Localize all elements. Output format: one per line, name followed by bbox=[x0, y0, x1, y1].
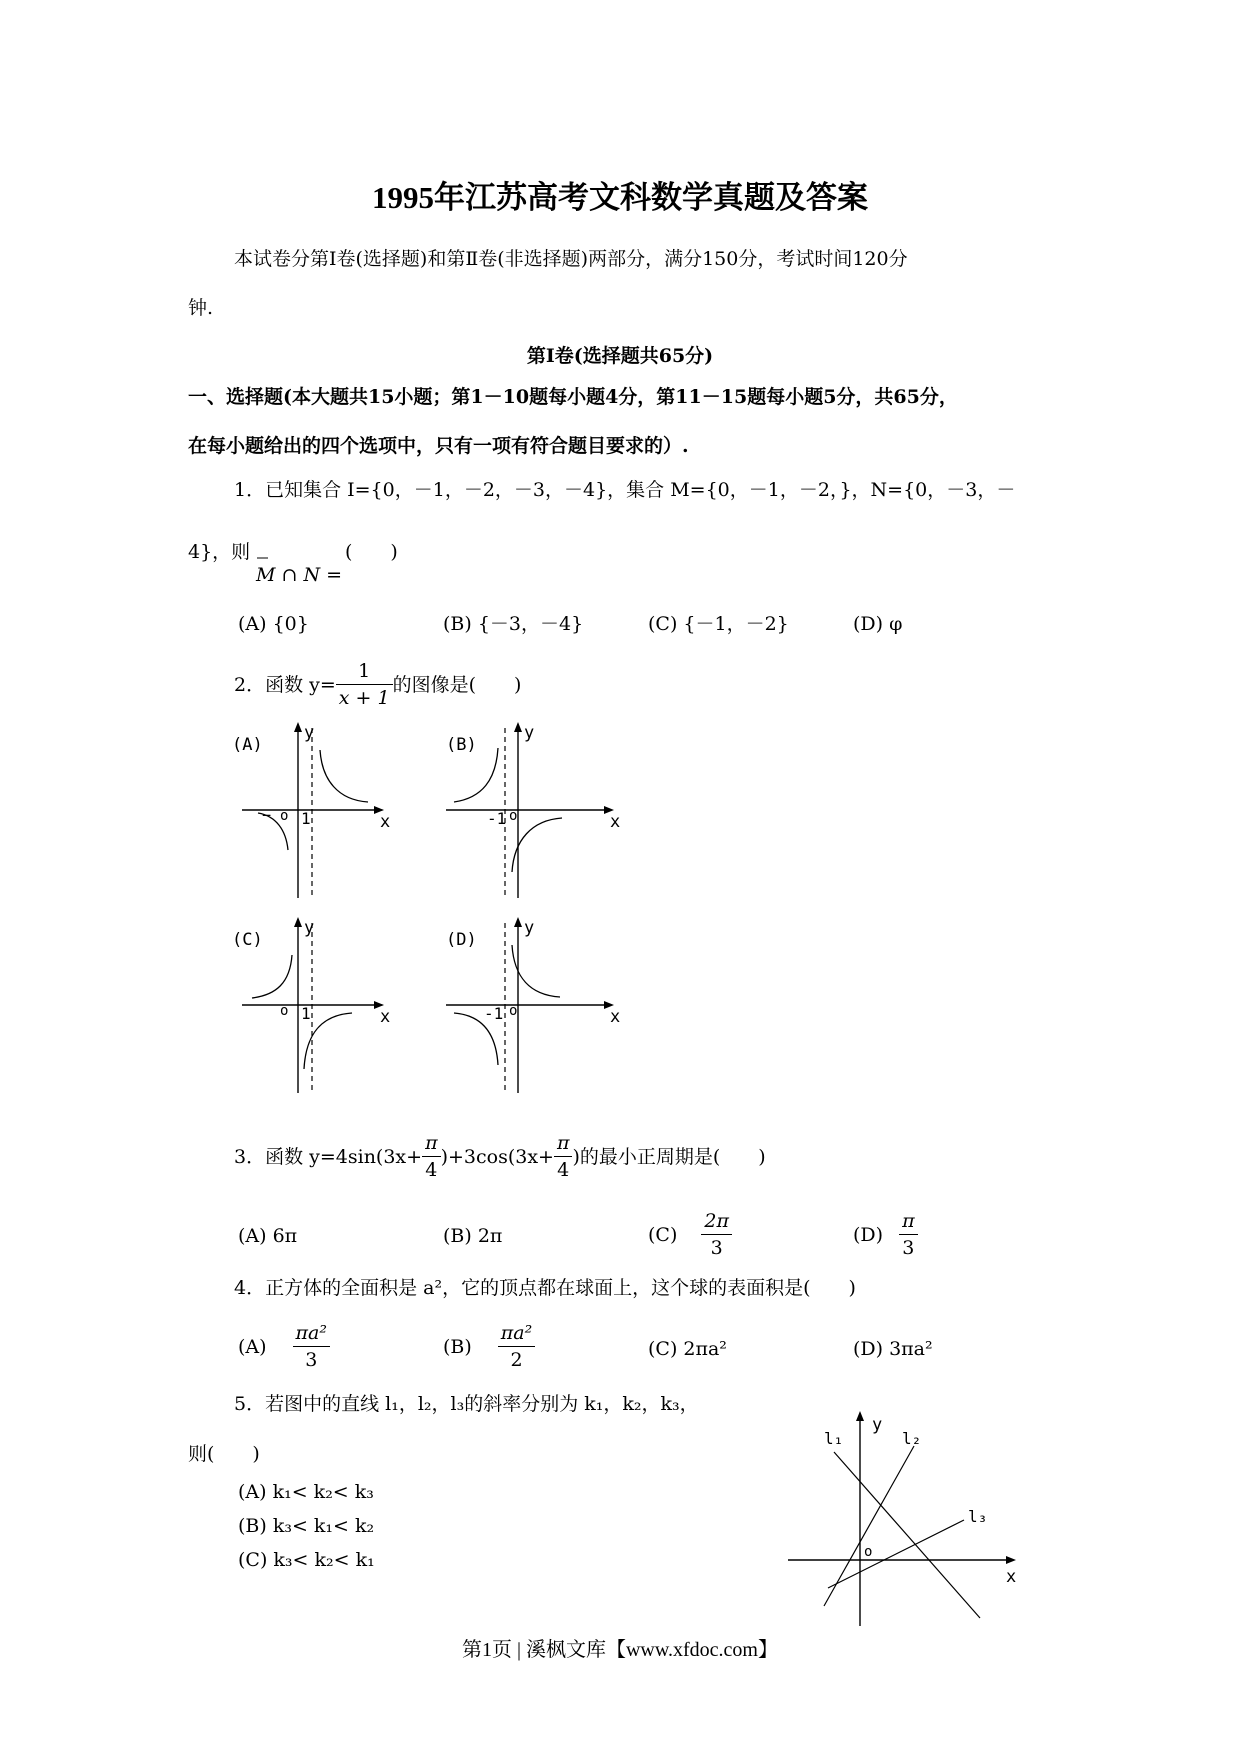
q1-option-c: (C) {－1，－2} bbox=[648, 613, 789, 635]
q2-graph-a-y-label: y bbox=[304, 723, 315, 743]
q5-graph-line-l3 bbox=[828, 1520, 964, 1588]
q4-option-b bbox=[443, 1320, 535, 1373]
q2-stem bbox=[234, 658, 521, 711]
q2-graph-d-origin: o bbox=[509, 1003, 518, 1019]
q2-graph-c bbox=[228, 915, 408, 1095]
q4-option-b-label: (B) bbox=[443, 1335, 472, 1358]
q3-fraction-1 bbox=[422, 1130, 441, 1183]
q2-graph-c-y-arrow bbox=[294, 917, 302, 927]
q2-graph-b bbox=[432, 720, 632, 900]
q3-option-b: (B) 2π bbox=[443, 1225, 503, 1247]
q2-graph-a-branch-right bbox=[320, 750, 368, 802]
q3-mid: )+3cos(3x+ bbox=[440, 1145, 554, 1168]
q5-graph-y-label: y bbox=[872, 1415, 883, 1435]
q1-expression: M ∩ N = bbox=[256, 564, 343, 586]
q2-graph-d bbox=[432, 915, 632, 1095]
q3-option-d bbox=[853, 1208, 918, 1261]
intro-line-1: 本试卷分第Ⅰ卷(选择题)和第Ⅱ卷(非选择题)两部分，满分150分，考试时间120分 bbox=[234, 248, 908, 270]
q2-graph-d-tick: -1 bbox=[484, 1004, 504, 1023]
q2-graph-c-label: (C) bbox=[232, 930, 263, 950]
q5-graph-line-l1 bbox=[834, 1452, 980, 1618]
q3-stem bbox=[234, 1130, 766, 1183]
q4-option-a-fraction bbox=[293, 1320, 330, 1373]
q2-graph-c-y-label: y bbox=[304, 918, 315, 938]
q4-option-a-denominator: 3 bbox=[305, 1349, 318, 1371]
q4-option-b-denominator: 2 bbox=[510, 1349, 523, 1371]
section1-line-2: 在每小题给出的四个选项中，只有一项有符合题目要求的）. bbox=[188, 435, 689, 457]
q1-complement-bar bbox=[256, 556, 270, 560]
q2-graph-b-y-label: y bbox=[524, 723, 535, 743]
q4-option-a bbox=[238, 1320, 330, 1373]
q2-graph-a-origin: o bbox=[280, 808, 289, 824]
q3-option-c bbox=[648, 1208, 732, 1261]
q2-fraction-numerator: 1 bbox=[336, 658, 393, 685]
q3-option-c-fraction bbox=[701, 1208, 732, 1261]
q2-graph-d-x-label: x bbox=[610, 1007, 621, 1027]
q2-graph-d-branch-right bbox=[512, 945, 560, 997]
q5-graph-label-l2: l₂ bbox=[902, 1429, 922, 1448]
section1-line-1: 一、选择题(本大题共15小题；第1－10题每小题4分，第11－15题每小题5分，共65分， bbox=[188, 386, 958, 408]
q2-graph-c-branch-right bbox=[304, 1013, 352, 1069]
q3-option-c-label: (C) bbox=[648, 1223, 678, 1246]
q5-option-c: (C) k₃< k₂< k₁ bbox=[238, 1549, 375, 1571]
q3-prefix: 3．函数 y=4sin(3x+ bbox=[234, 1145, 423, 1168]
q3-option-d-denominator: 3 bbox=[902, 1237, 915, 1259]
q3-option-d-numerator: π bbox=[899, 1208, 918, 1235]
part1-heading: 第Ⅰ卷(选择题共65分) bbox=[526, 345, 714, 367]
q2-prefix: 2．函数 y= bbox=[234, 673, 336, 696]
q5-graph-x-arrow bbox=[1006, 1556, 1016, 1564]
q5-graph-label-l3: l₃ bbox=[968, 1507, 988, 1526]
q2-graph-b-y-arrow bbox=[514, 722, 522, 732]
q2-graph-a-neg-sign: − bbox=[262, 806, 272, 824]
q5-graph-label-l1: l₁ bbox=[824, 1429, 844, 1448]
q2-graph-d-y-arrow bbox=[514, 917, 522, 927]
q3-fraction-2-denominator: 4 bbox=[557, 1159, 570, 1181]
intro-line-2: 钟. bbox=[188, 297, 214, 319]
q1-line-2: 4}，则 bbox=[188, 541, 251, 563]
q2-graph-d-y-label: y bbox=[524, 918, 535, 938]
q4-stem: 4．正方体的全面积是 a²，它的顶点都在球面上，这个球的表面积是( ) bbox=[234, 1277, 856, 1299]
q4-option-a-label: (A) bbox=[238, 1335, 267, 1358]
q1-option-b: (B) {－3，－4} bbox=[443, 613, 584, 635]
q3-option-a: (A) 6π bbox=[238, 1225, 298, 1247]
q2-graph-a-tick: 1 bbox=[301, 809, 311, 828]
q2-graph-c-tick: 1 bbox=[301, 1004, 311, 1023]
q2-graph-b-x-label: x bbox=[610, 812, 621, 832]
q3-option-d-label: (D) bbox=[853, 1223, 884, 1246]
q4-option-a-numerator: πa² bbox=[293, 1320, 330, 1347]
q2-graph-c-x-label: x bbox=[380, 1007, 391, 1027]
q5-graph-origin: o bbox=[864, 1544, 873, 1560]
q3-option-d-fraction bbox=[899, 1208, 918, 1261]
q1-blank: ( ) bbox=[345, 541, 398, 563]
q2-graph-a-label: (A) bbox=[232, 735, 263, 755]
q3-fraction-1-numerator: π bbox=[422, 1130, 441, 1157]
q1-line-1: 1．已知集合 I={0，－1，－2，－3，－4}，集合 M={0，－1，－2，}，N={0，－3，－ bbox=[234, 479, 1016, 501]
q5-line-1: 5．若图中的直线 l₁，l₂，l₃的斜率分别为 k₁，k₂，k₃， bbox=[234, 1393, 699, 1415]
q2-graph-b-tick: -1 bbox=[487, 809, 507, 828]
q4-option-b-numerator: πa² bbox=[498, 1320, 535, 1347]
q3-option-c-numerator: 2π bbox=[701, 1208, 732, 1235]
q1-option-a: (A) {0} bbox=[238, 613, 309, 635]
q5-graph bbox=[780, 1408, 1030, 1628]
q5-graph-y-arrow bbox=[856, 1411, 864, 1421]
q4-option-b-fraction bbox=[498, 1320, 535, 1373]
q2-graph-a-x-label: x bbox=[380, 812, 391, 832]
q2-fraction bbox=[336, 658, 393, 711]
page-title: 1995年江苏高考文科数学真题及答案 bbox=[372, 180, 868, 215]
q2-graph-a bbox=[228, 720, 408, 900]
q2-graph-b-label: (B) bbox=[446, 735, 477, 755]
q2-graph-c-origin: o bbox=[280, 1003, 289, 1019]
q1-option-d: (D) φ bbox=[853, 613, 903, 635]
q5-graph-line-l2 bbox=[824, 1446, 914, 1606]
q2-graph-b-origin: o bbox=[509, 808, 518, 824]
q2-graph-a-y-arrow bbox=[294, 722, 302, 732]
q2-fraction-denominator: x + 1 bbox=[338, 687, 390, 709]
q2-graph-c-branch-left bbox=[252, 955, 292, 998]
q4-option-d: (D) 3πa² bbox=[853, 1338, 933, 1360]
q3-fraction-1-denominator: 4 bbox=[425, 1159, 438, 1181]
q2-graph-b-branch-left bbox=[454, 748, 498, 802]
q3-option-c-denominator: 3 bbox=[710, 1237, 723, 1259]
q5-option-b: (B) k₃< k₁< k₂ bbox=[238, 1515, 375, 1537]
q3-suffix: )的最小正周期是( ) bbox=[572, 1145, 766, 1168]
q2-graph-b-branch-right bbox=[512, 818, 562, 872]
q5-option-a: (A) k₁< k₂< k₃ bbox=[238, 1481, 374, 1503]
q4-option-c: (C) 2πa² bbox=[648, 1338, 727, 1360]
q2-graph-d-label: (D) bbox=[446, 930, 477, 950]
page-footer: 第1页 | 溪枫文库【www.xfdoc.com】 bbox=[461, 1639, 778, 1661]
q5-graph-x-label: x bbox=[1006, 1567, 1017, 1587]
q3-fraction-2-numerator: π bbox=[554, 1130, 573, 1157]
q5-line-2: 则( ) bbox=[188, 1443, 260, 1465]
q3-fraction-2 bbox=[554, 1130, 573, 1183]
q2-suffix: 的图像是( ) bbox=[392, 673, 522, 696]
